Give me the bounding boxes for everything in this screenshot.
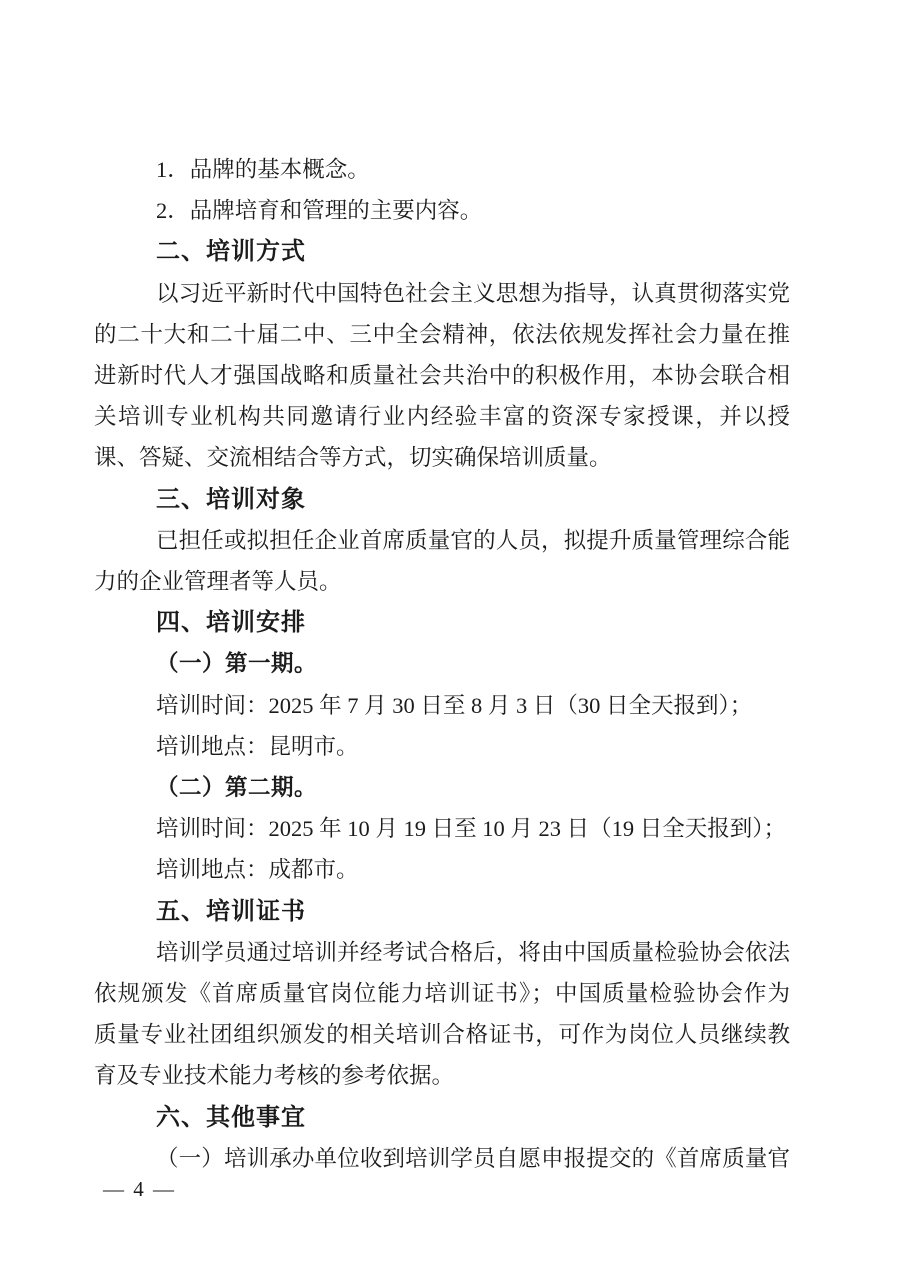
document-line: （一）培训承办单位收到培训学员自愿申报提交的《首席质量官 <box>156 1145 790 1171</box>
document-line: 力的企业管理者等人员。 <box>94 569 342 595</box>
document-line: 依规颁发《首席质量官岗位能力培训证书》；中国质量检验协会作为 <box>94 981 790 1007</box>
document-line: （二）第二期。 <box>156 775 318 801</box>
document-line: 四、培训安排 <box>156 609 306 637</box>
page-number: — 4 — <box>103 1177 176 1201</box>
document-line: 2．品牌培育和管理的主要内容。 <box>156 198 483 224</box>
document-line: 课、答疑、交流相结合等方式，切实确保培训质量。 <box>94 445 612 471</box>
document-line: 进新时代人才强国战略和质量社会共治中的积极作用，本协会联合相 <box>94 363 790 389</box>
document-line: 已担任或拟担任企业首席质量官的人员，拟提升质量管理综合能 <box>156 527 790 553</box>
document-line: 三、培训对象 <box>156 485 306 513</box>
document-line: 培训时间：2025 年 10 月 19 日至 10 月 23 日（19 日全天报到）； <box>156 816 787 842</box>
document-line: 的二十大和二十届二中、三中全会精神，依法依规发挥社会力量在推 <box>94 321 790 347</box>
document-line: 以习近平新时代中国特色社会主义思想为指导，认真贯彻落实党 <box>156 280 790 306</box>
document-line: 五、培训证书 <box>156 897 306 925</box>
document-body <box>94 149 790 1179</box>
document-line: 培训地点：成都市。 <box>156 857 359 883</box>
document-line: 质量专业社团组织颁发的相关培训合格证书，可作为岗位人员继续教 <box>94 1022 790 1048</box>
document-line: 培训地点：昆明市。 <box>156 733 359 759</box>
document-line: 1．品牌的基本概念。 <box>156 157 370 182</box>
document-line: 六、其他事宜 <box>156 1103 306 1131</box>
document-line: （一）第一期。 <box>156 651 318 677</box>
document-line: 关培训专业机构共同邀请行业内经验丰富的资深专家授课，并以授 <box>94 404 790 430</box>
document-line: 培训学员通过培训并经考试合格后，将由中国质量检验协会依法 <box>156 939 790 965</box>
document-line: 二、培训方式 <box>156 238 306 266</box>
document-line: 育及专业技术能力考核的参考依据。 <box>94 1063 455 1089</box>
document-line: 培训时间：2025 年 7 月 30 日至 8 月 3 日（30 日全天报到）； <box>156 692 753 718</box>
